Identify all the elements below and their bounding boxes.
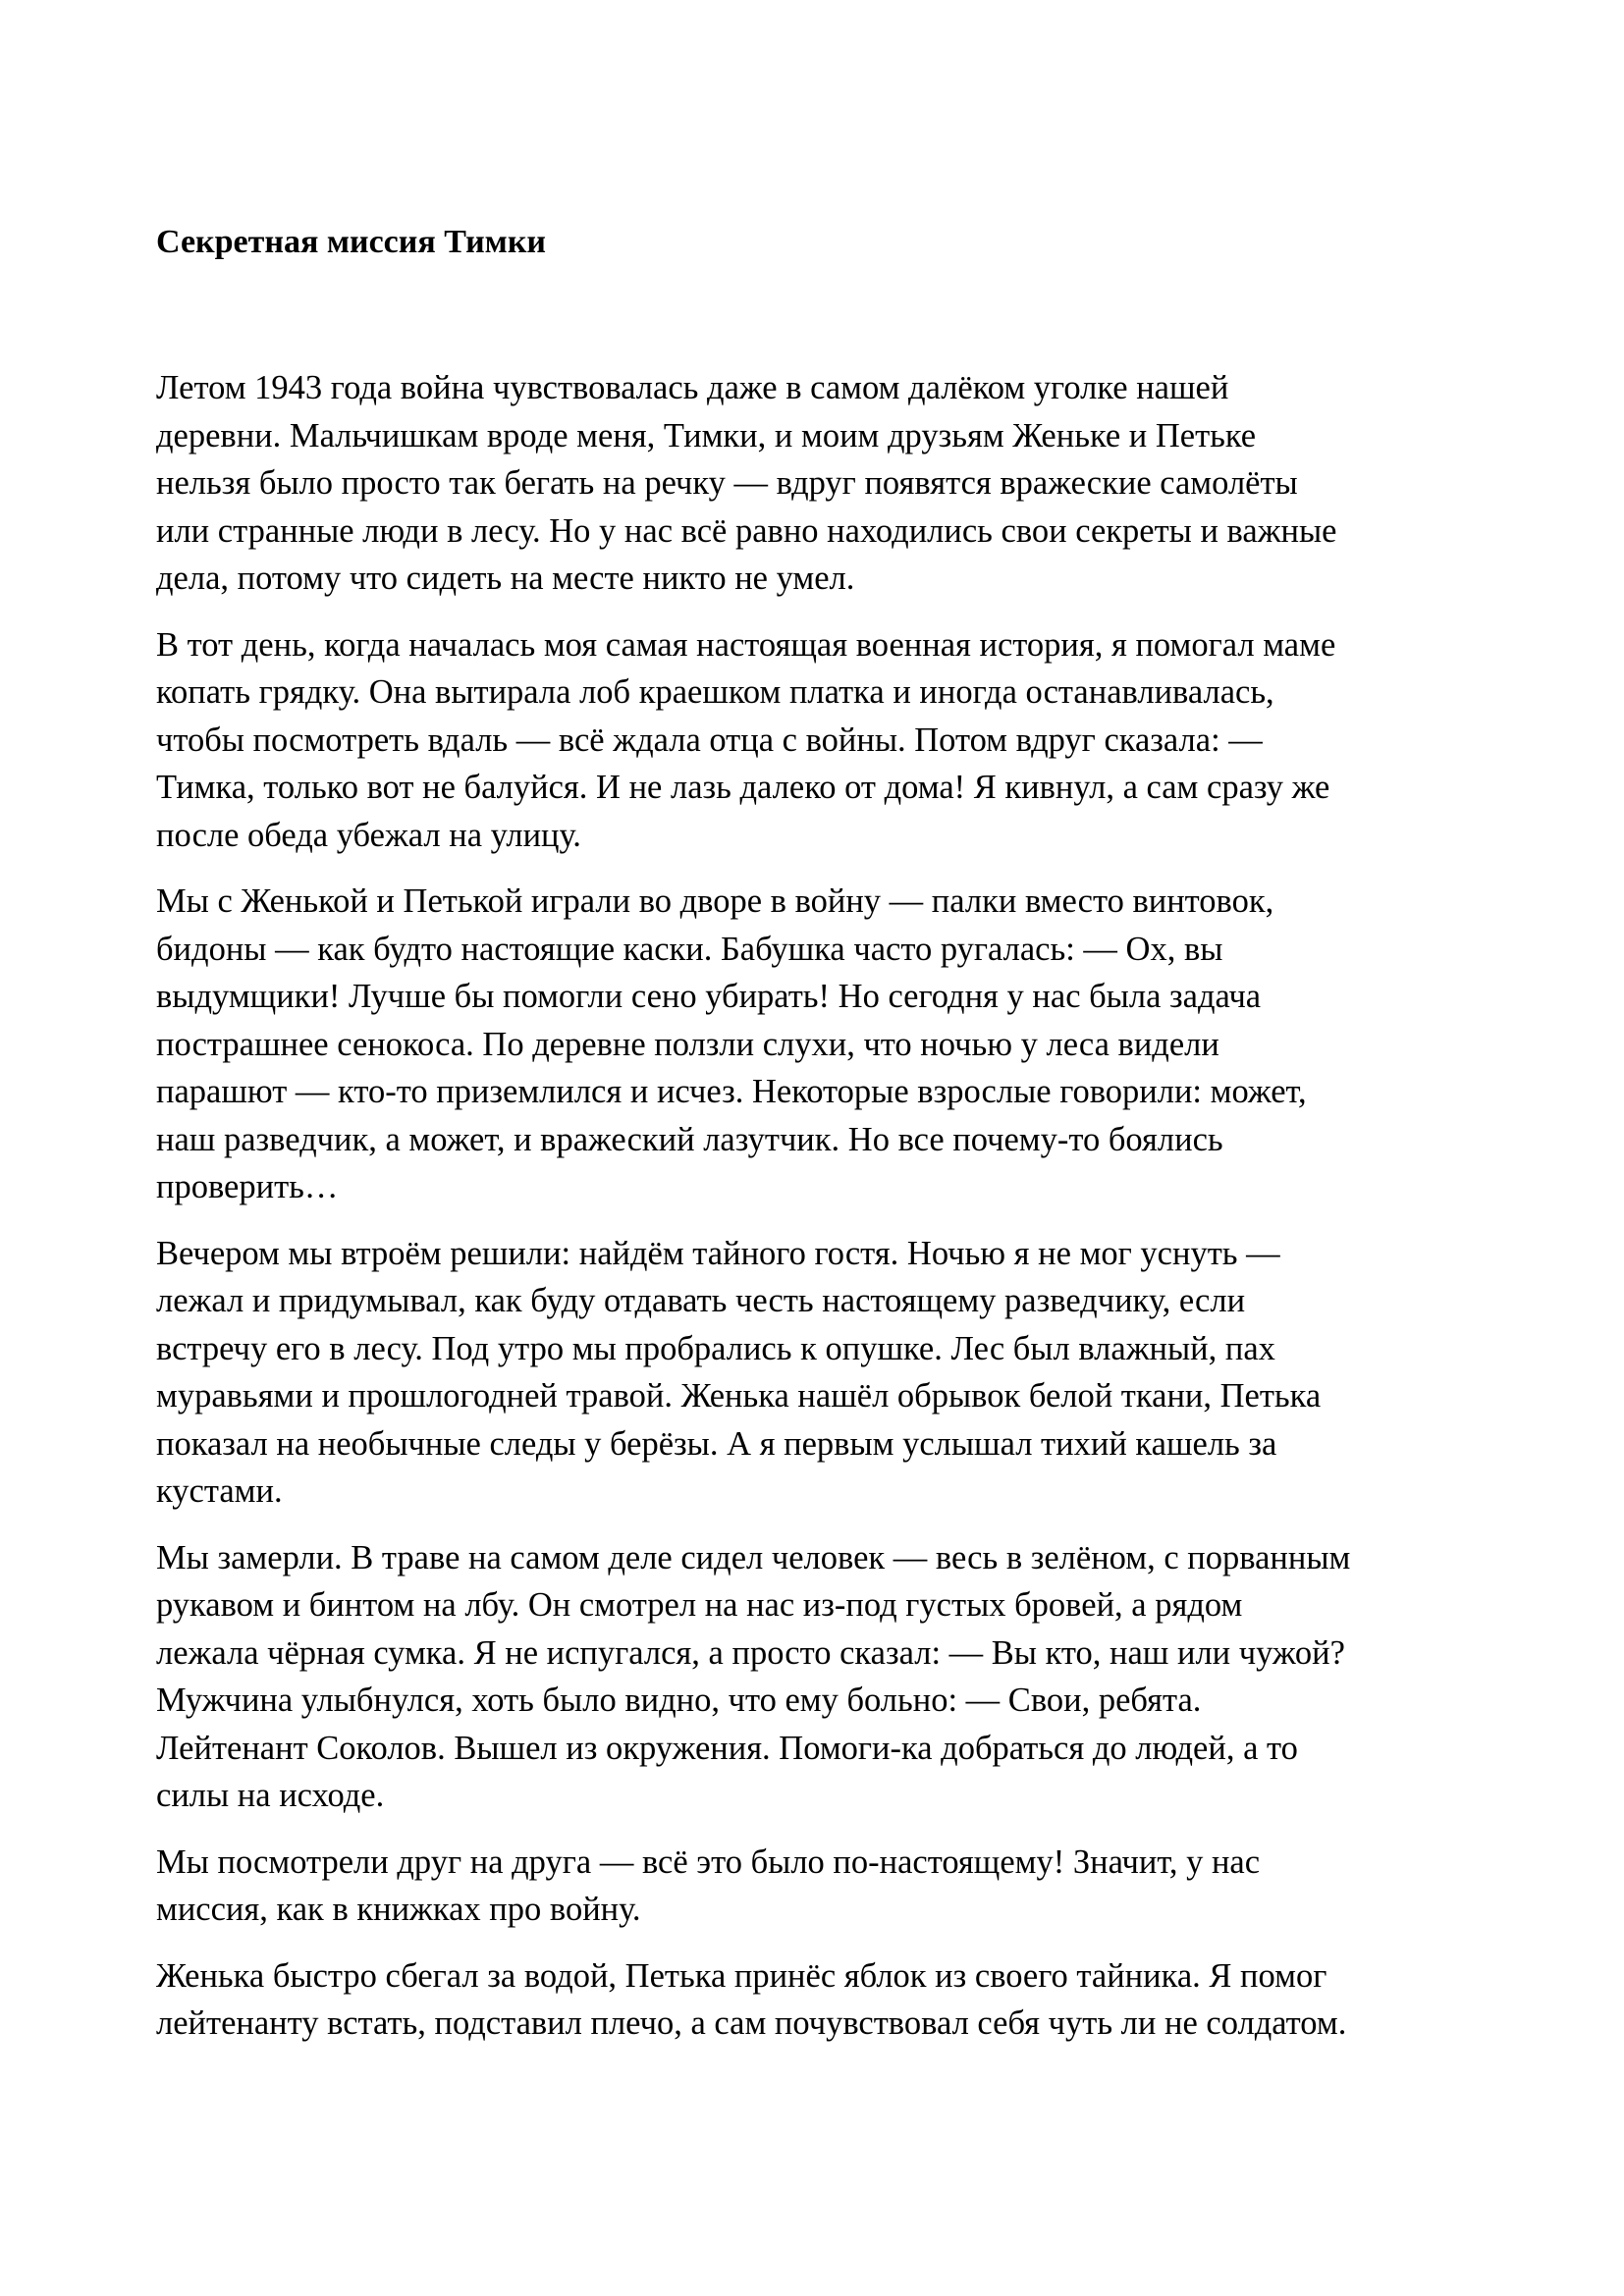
text-line: миссия, как в книжках про войну.: [156, 1891, 641, 1928]
text-line: лежал и придумывал, как буду отдавать честь настоящему разведчику, если: [156, 1282, 1246, 1319]
text-line: нельзя было просто так бегать на речку — вдруг появятся вражеские самолёты: [156, 464, 1298, 502]
text-line: Летом 1943 года война чувствовалась даже в самом далёком уголке нашей: [156, 369, 1229, 406]
text-line: показал на необычные следы у берёзы. А я первым услышал тихий кашель за: [156, 1424, 1277, 1463]
text-line: Мы замерли. В траве на самом деле сидел человек — весь в зелёном, с порванным: [156, 1538, 1351, 1576]
text-line: лейтенанту встать, подставил плечо, а сам почувствовал себя чуть ли не солдатом.: [156, 2004, 1347, 2042]
text-line: встречу его в лесу. Под утро мы пробрались к опушке. Лес был влажный, пах: [156, 1329, 1275, 1367]
text-line: деревни. Мальчишкам вроде меня, Тимки, и моим друзьям Женьке и Петьке: [156, 416, 1257, 454]
text-line: Мы с Женькой и Петькой играли во дворе в войну — палки вместо винтовок,: [156, 882, 1274, 920]
text-line: силы на исходе.: [156, 1777, 385, 1814]
text-line: муравьями и прошлогодней травой. Женька нашёл обрывок белой ткани, Петька: [156, 1377, 1322, 1415]
text-line: Мы посмотрели друг на друга — всё это было по-настоящему! Значит, у нас: [156, 1842, 1261, 1881]
document-title: Секретная миссия Тимки: [156, 224, 547, 260]
text-line: Вечером мы втроём решили: найдём тайного гостя. Ночью я не мог уснуть —: [156, 1234, 1280, 1272]
text-line: бидоны — как будто настоящие каски. Бабушка часто ругалась: — Ох, вы: [156, 930, 1223, 968]
text-line: парашют — кто-то приземлился и исчез. Некоторые взрослые говорили: может,: [156, 1073, 1307, 1110]
text-line: или странные люди в лесу. Но у нас всё равно находились свои секреты и важные: [156, 511, 1337, 550]
text-line: Мужчина улыбнулся, хоть было видно, что ему больно: — Свои, ребята.: [156, 1682, 1202, 1719]
paragraph-4: [156, 1230, 1531, 1516]
text-line: рукавом и бинтом на лбу. Он смотрел на нас из-под густых бровей, а рядом: [156, 1586, 1243, 1624]
text-line: Лейтенант Соколов. Вышел из окружения. Помоги-ка добраться до людей, а то: [156, 1729, 1298, 1767]
paragraph-6: [156, 1839, 1531, 1934]
text-line: после обеда убежал на улицу.: [156, 816, 581, 854]
text-line: Тимка, только вот не балуйся. И не лазь далеко от дома! Я кивнул, а сам сразу же: [156, 769, 1330, 806]
text-line: проверить…: [156, 1168, 339, 1205]
paragraph-7: [156, 1952, 1531, 2048]
text-line: копать грядку. Она вытирала лоб краешком платка и иногда останавливалась,: [156, 673, 1274, 711]
text-line: наш разведчик, а может, и вражеский лазутчик. Но все почему-то боялись: [156, 1120, 1223, 1158]
text-line: дела, потому что сидеть на месте никто не умел.: [156, 560, 855, 597]
paragraph-1: [156, 364, 1531, 603]
text-line: Женька быстро сбегал за водой, Петька принёс яблок из своего тайника. Я помог: [156, 1956, 1327, 1995]
paragraph-5: [156, 1534, 1531, 1820]
text-line: кустами.: [156, 1472, 283, 1510]
text-line: выдумщики! Лучше бы помогли сено убирать! Но сегодня у нас была задача: [156, 978, 1262, 1015]
text-line: лежала чёрная сумка. Я не испугался, а просто сказал: — Вы кто, наш или чужой?: [156, 1633, 1345, 1672]
text-line: В тот день, когда началась моя самая настоящая военная история, я помогал маме: [156, 625, 1336, 664]
document-body: [156, 364, 1531, 2066]
text-line: чтобы посмотреть вдаль — всё ждала отца с войны. Потом вдруг сказала: —: [156, 721, 1263, 759]
paragraph-3: [156, 878, 1531, 1211]
text-line: пострашнее сенокоса. По деревне ползли слухи, что ночью у леса видели: [156, 1025, 1219, 1063]
paragraph-2: [156, 621, 1531, 860]
